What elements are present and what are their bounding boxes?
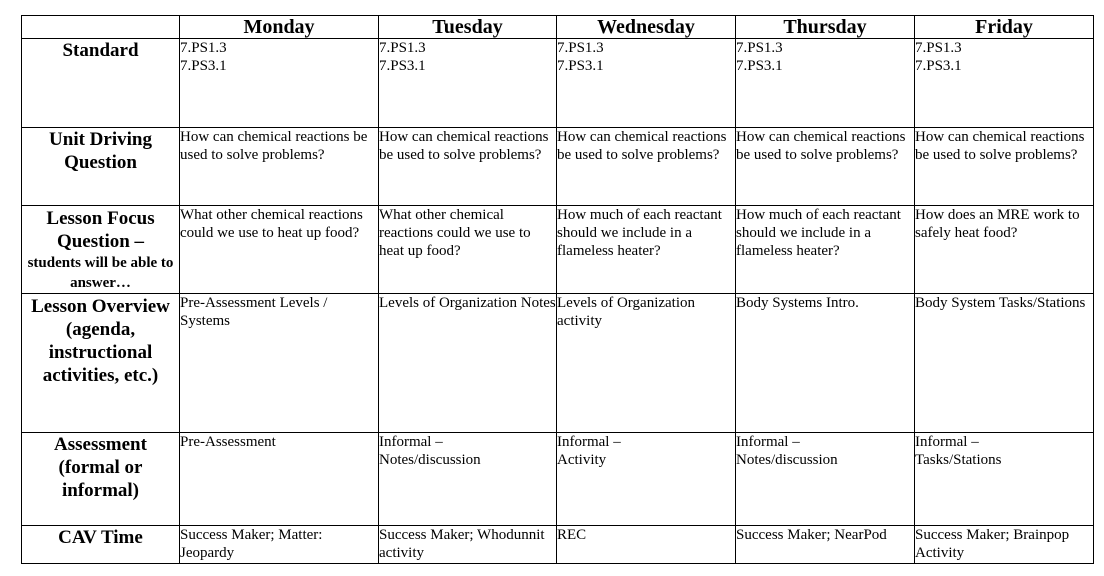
focus-question-monday: What other chemical reactions could we use to heat up food?	[180, 206, 379, 294]
assessment-row	[22, 433, 1094, 526]
row-label-cav-time: CAV Time	[22, 526, 180, 564]
day-header-wednesday: Wednesday	[557, 16, 736, 39]
driving-question-wednesday: How can chemical reactions be used to solve problems?	[557, 128, 736, 206]
cav-time-thursday: Success Maker; NearPod	[736, 526, 915, 564]
standard-wednesday: 7.PS1.3 7.PS3.1	[557, 39, 736, 128]
driving-question-thursday: How can chemical reactions be used to solve problems?	[736, 128, 915, 206]
assessment-thursday: Informal – Notes/discussion	[736, 433, 915, 526]
lesson-overview-monday: Pre-Assessment Levels / Systems	[180, 294, 379, 433]
day-header-monday: Monday	[180, 16, 379, 39]
row-label-assessment: Assessment (formal or informal)	[22, 433, 180, 526]
row-label-lesson-overview: Lesson Overview (agenda, instructional activities, etc.)	[22, 294, 180, 433]
cav-time-row	[22, 526, 1094, 564]
lesson-overview-row	[22, 294, 1094, 433]
focus-question-wednesday: How much of each reactant should we include in a flameless heater?	[557, 206, 736, 294]
lesson-overview-wednesday: Levels of Organization activity	[557, 294, 736, 433]
assessment-friday: Informal – Tasks/Stations	[915, 433, 1094, 526]
cav-time-monday: Success Maker; Matter: Jeopardy	[180, 526, 379, 564]
cav-time-friday: Success Maker; Brainpop Activity	[915, 526, 1094, 564]
lesson-overview-tuesday: Levels of Organization Notes	[379, 294, 557, 433]
driving-question-tuesday: How can chemical reactions be used to solve problems?	[379, 128, 557, 206]
lesson-plan-table	[21, 15, 1094, 564]
day-header-row	[22, 16, 1094, 39]
standard-thursday: 7.PS1.3 7.PS3.1	[736, 39, 915, 128]
standard-monday: 7.PS1.3 7.PS3.1	[180, 39, 379, 128]
assessment-monday: Pre-Assessment	[180, 433, 379, 526]
cav-time-wednesday: REC	[557, 526, 736, 564]
day-header-tuesday: Tuesday	[379, 16, 557, 39]
day-header-thursday: Thursday	[736, 16, 915, 39]
standard-tuesday: 7.PS1.3 7.PS3.1	[379, 39, 557, 128]
focus-question-label: Lesson Focus Question –	[46, 208, 155, 252]
corner-cell	[22, 16, 180, 39]
row-label-driving-question: Unit Driving Question	[22, 128, 180, 206]
standard-row	[22, 39, 1094, 128]
driving-question-monday: How can chemical reactions be used to solve problems?	[180, 128, 379, 206]
focus-question-row	[22, 206, 1094, 294]
assessment-tuesday: Informal – Notes/discussion	[379, 433, 557, 526]
driving-question-friday: How can chemical reactions be used to solve problems?	[915, 128, 1094, 206]
focus-question-sublabel: students will be able to answer…	[27, 255, 174, 291]
day-header-friday: Friday	[915, 16, 1094, 39]
row-label-standard: Standard	[22, 39, 180, 128]
cav-time-tuesday: Success Maker; Whodunnit activity	[379, 526, 557, 564]
row-label-focus-question	[22, 206, 180, 294]
lesson-overview-thursday: Body Systems Intro.	[736, 294, 915, 433]
focus-question-thursday: How much of each reactant should we include in a flameless heater?	[736, 206, 915, 294]
assessment-wednesday: Informal – Activity	[557, 433, 736, 526]
focus-question-friday: How does an MRE work to safely heat food?	[915, 206, 1094, 294]
driving-question-row	[22, 128, 1094, 206]
standard-friday: 7.PS1.3 7.PS3.1	[915, 39, 1094, 128]
focus-question-tuesday: What other chemical reactions could we use to heat up food?	[379, 206, 557, 294]
lesson-overview-friday: Body System Tasks/Stations	[915, 294, 1094, 433]
